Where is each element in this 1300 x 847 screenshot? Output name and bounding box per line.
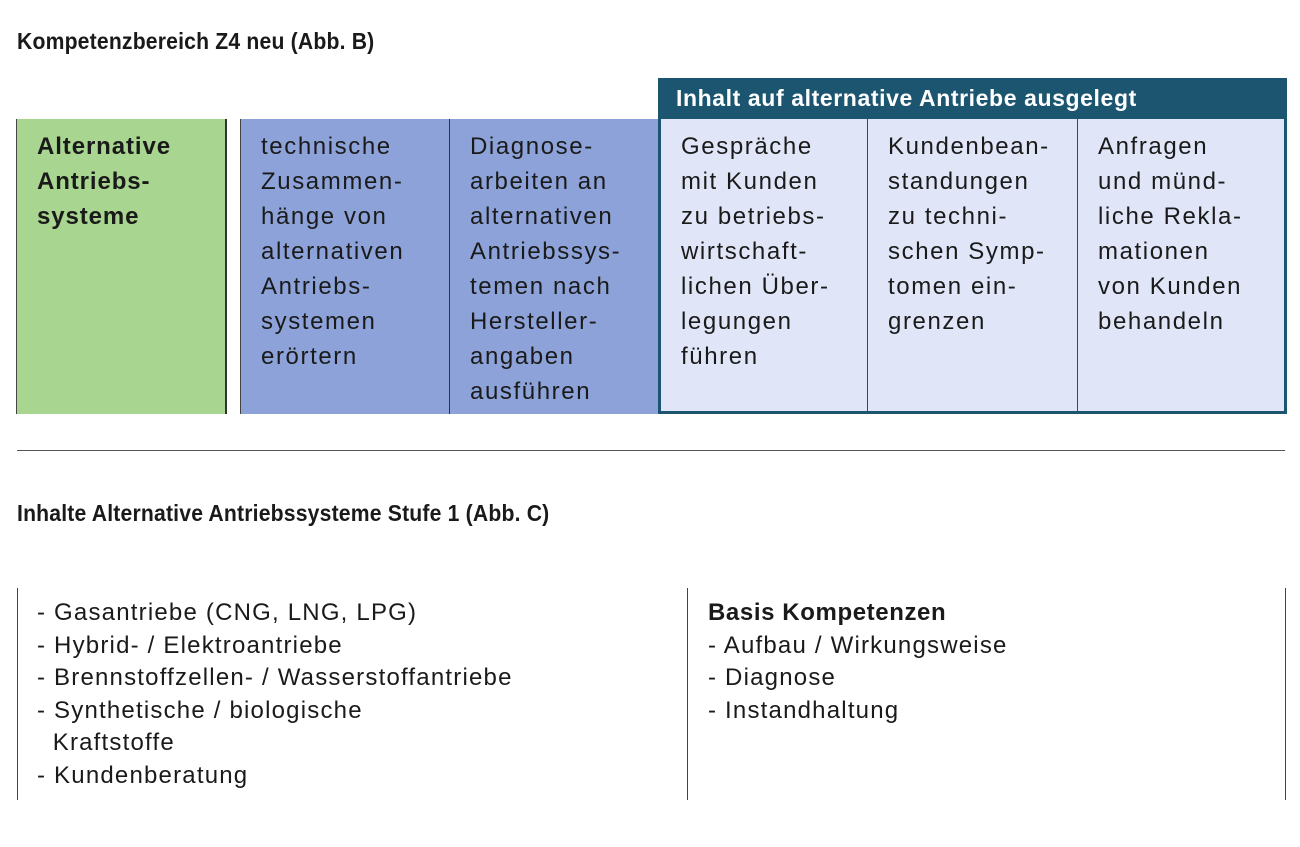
list-item: - Brennstoffzellen- / Wasserstoffantriebe bbox=[37, 664, 513, 691]
customer-talks-cell: Gespräche mit Kunden zu betriebs- wirtschaft- lichen Über- legungen führen bbox=[658, 119, 868, 414]
list-item: - Aufbau / Wirkungsweise bbox=[708, 631, 1008, 659]
basic-competences-list bbox=[708, 597, 1008, 727]
diagnosis-work-cell: Diagnose- arbeiten an alternativen Antriebssys- temen nach Hersteller- angaben ausführen bbox=[450, 119, 659, 414]
competence-area-cell: Alternative Antriebs- systeme bbox=[16, 119, 227, 414]
technical-relations-cell: technische Zusammen- hänge von alternativen Antriebs- systemen erörtern bbox=[240, 119, 450, 414]
section-divider bbox=[17, 450, 1285, 451]
drive-types-list bbox=[37, 597, 513, 792]
list-left-border bbox=[17, 588, 18, 800]
basic-competences-heading: Basis Kompetenzen bbox=[708, 599, 947, 626]
list-item: Kraftstoffe bbox=[37, 729, 175, 756]
list-item: - Diagnose bbox=[708, 664, 837, 691]
list-item: - Gasantriebe (CNG, LNG, LPG) bbox=[37, 599, 418, 626]
list-right-border bbox=[1285, 588, 1286, 800]
customer-complaints-cell: Kundenbean- standungen zu techni- schen Symp- tomen ein- grenzen bbox=[868, 119, 1078, 414]
list-item: - Instandhaltung bbox=[708, 696, 900, 724]
list-middle-border bbox=[687, 588, 688, 800]
list-item: - Kundenberatung bbox=[37, 761, 249, 789]
list-item: - Synthetische / biologische bbox=[37, 696, 363, 724]
figure-c-title: Inhalte Alternative Antriebssysteme Stufe 1 (Abb. C) bbox=[17, 500, 550, 526]
customer-requests-cell: Anfragen und münd- liche Rekla- mationen von Kunden behandeln bbox=[1078, 119, 1287, 414]
content-header-banner bbox=[658, 78, 1287, 119]
content-header-label: Inhalt auf alternative Antriebe ausgelegt bbox=[676, 85, 1137, 111]
figure-b-title: Kompetenzbereich Z4 neu (Abb. B) bbox=[17, 28, 375, 54]
list-item: - Hybrid- / Elektroantriebe bbox=[37, 631, 343, 659]
